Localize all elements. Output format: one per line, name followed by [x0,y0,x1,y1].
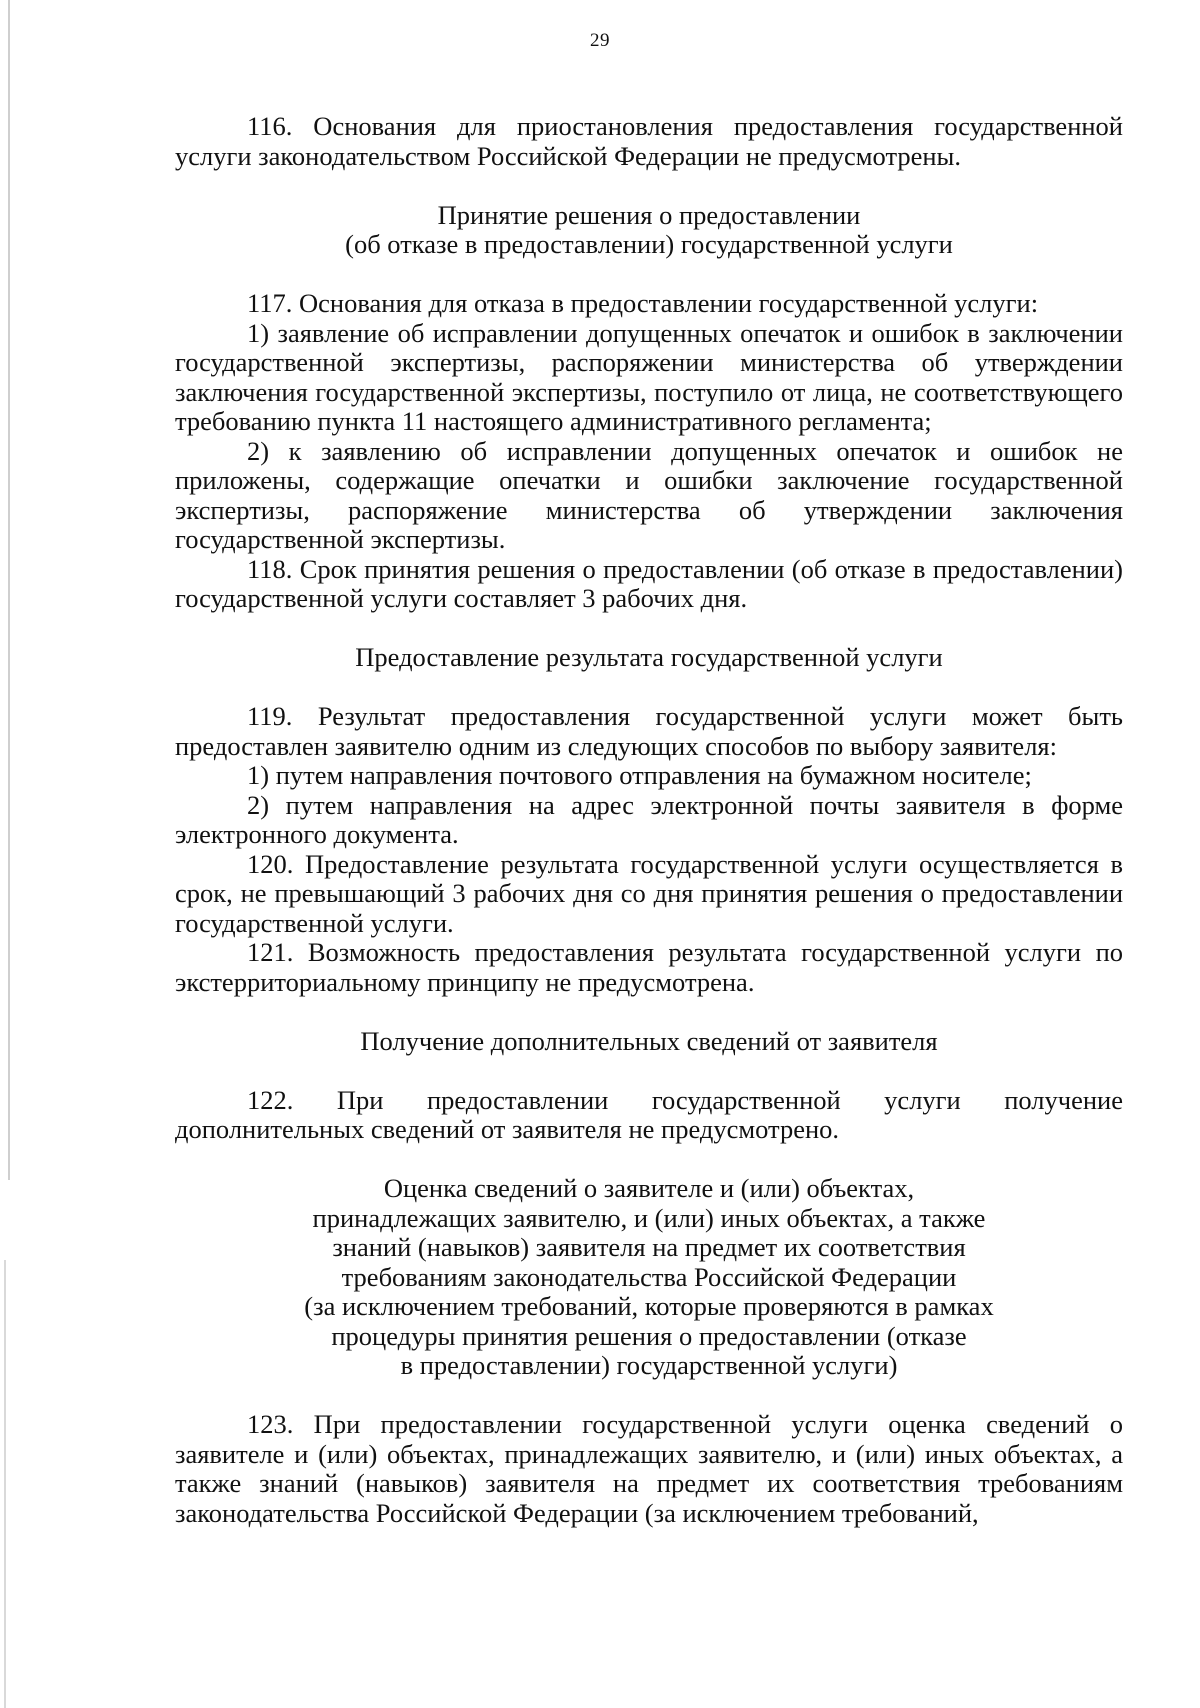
paragraph-119-item-2: 2) путем направления на адрес электронной почты заявителя в форме электронного документа. [175,789,1123,849]
paragraph-119-item-1: 1) путем направления почтового отправления на бумажном носителе; [247,760,1032,790]
paragraph-118: 118. Срок принятия решения о предоставлении (об отказе в предоставлении) государственной услуги составляет 3 рабочих дня. [175,553,1123,613]
paragraph-117-item-1: 1) заявление об исправлении допущенных опечаток и ошибок в заключении государственной экспертизы, распоряжении министерства об утверждении заключения государственной экспертизы, поступило от лица, не соответствующего требованию пункта 11 настоящего административного регламента; [175,317,1123,436]
scan-edge-line [8,0,10,1180]
paragraph-120: 120. Предоставление результата государственной услуги осуществляется в срок, не превышающий 3 рабочих дня со дня принятия решения о предоставлении государственной услуги. [175,848,1123,938]
section-heading-result: Предоставление результата государственной услуги [355,642,943,672]
paragraph-119: 119. Результат предоставления государственной услуги может быть предоставлен заявителю одним из следующих способов по выбору заявителя: [175,701,1123,761]
paragraph-122: 122. При предоставлении государственной услуги получение дополнительных сведений от заявителя не предусмотрено. [175,1084,1123,1144]
document-body [175,112,1123,1528]
section-heading-assessment: Оценка сведений о заявителе и (или) объектах, принадлежащих заявителю, и (или) иных объектах, а также знаний (навыков) заявителя на предмет их соответствия требованиям законодательства Российской Федерации (за исключением требований, которые проверяются в рамках процедуры принятия решения о предоставлении (отказе в предоставлении) государственной услуги) [304,1173,994,1380]
paragraph-117: 117. Основания для отказа в предоставлении государственной услуги: [247,288,1039,318]
paragraph-123: 123. При предоставлении государственной услуги оценка сведений о заявителе и (или) объектах, принадлежащих заявителю, и (или) иных объектах, а также знаний (навыков) заявителя на предмет их соответствия требованиям законодательства Российской Федерации (за исключением требований, [175,1409,1123,1528]
scan-edge-line [4,1260,6,1708]
paragraph-116: 116. Основания для приостановления предоставления государственной услуги законодательством Российской Федерации не предусмотрены. [175,111,1123,171]
section-heading-decision: Принятие решения о предоставлении (об отказе в предоставлении) государственной услуги [345,199,953,259]
page-number: 29 [590,30,610,51]
paragraph-121: 121. Возможность предоставления результата государственной услуги по экстерриториальному принципу не предусмотрена. [175,937,1123,997]
section-heading-additional-info: Получение дополнительных сведений от заявителя [360,1025,938,1056]
paragraph-117-item-2: 2) к заявлению об исправлении допущенных опечаток и ошибок не приложены, содержащие опечатки и ошибки заключение государственной экспертизы, распоряжение министерства об утверждении заключения государственной экспертизы. [175,435,1123,554]
